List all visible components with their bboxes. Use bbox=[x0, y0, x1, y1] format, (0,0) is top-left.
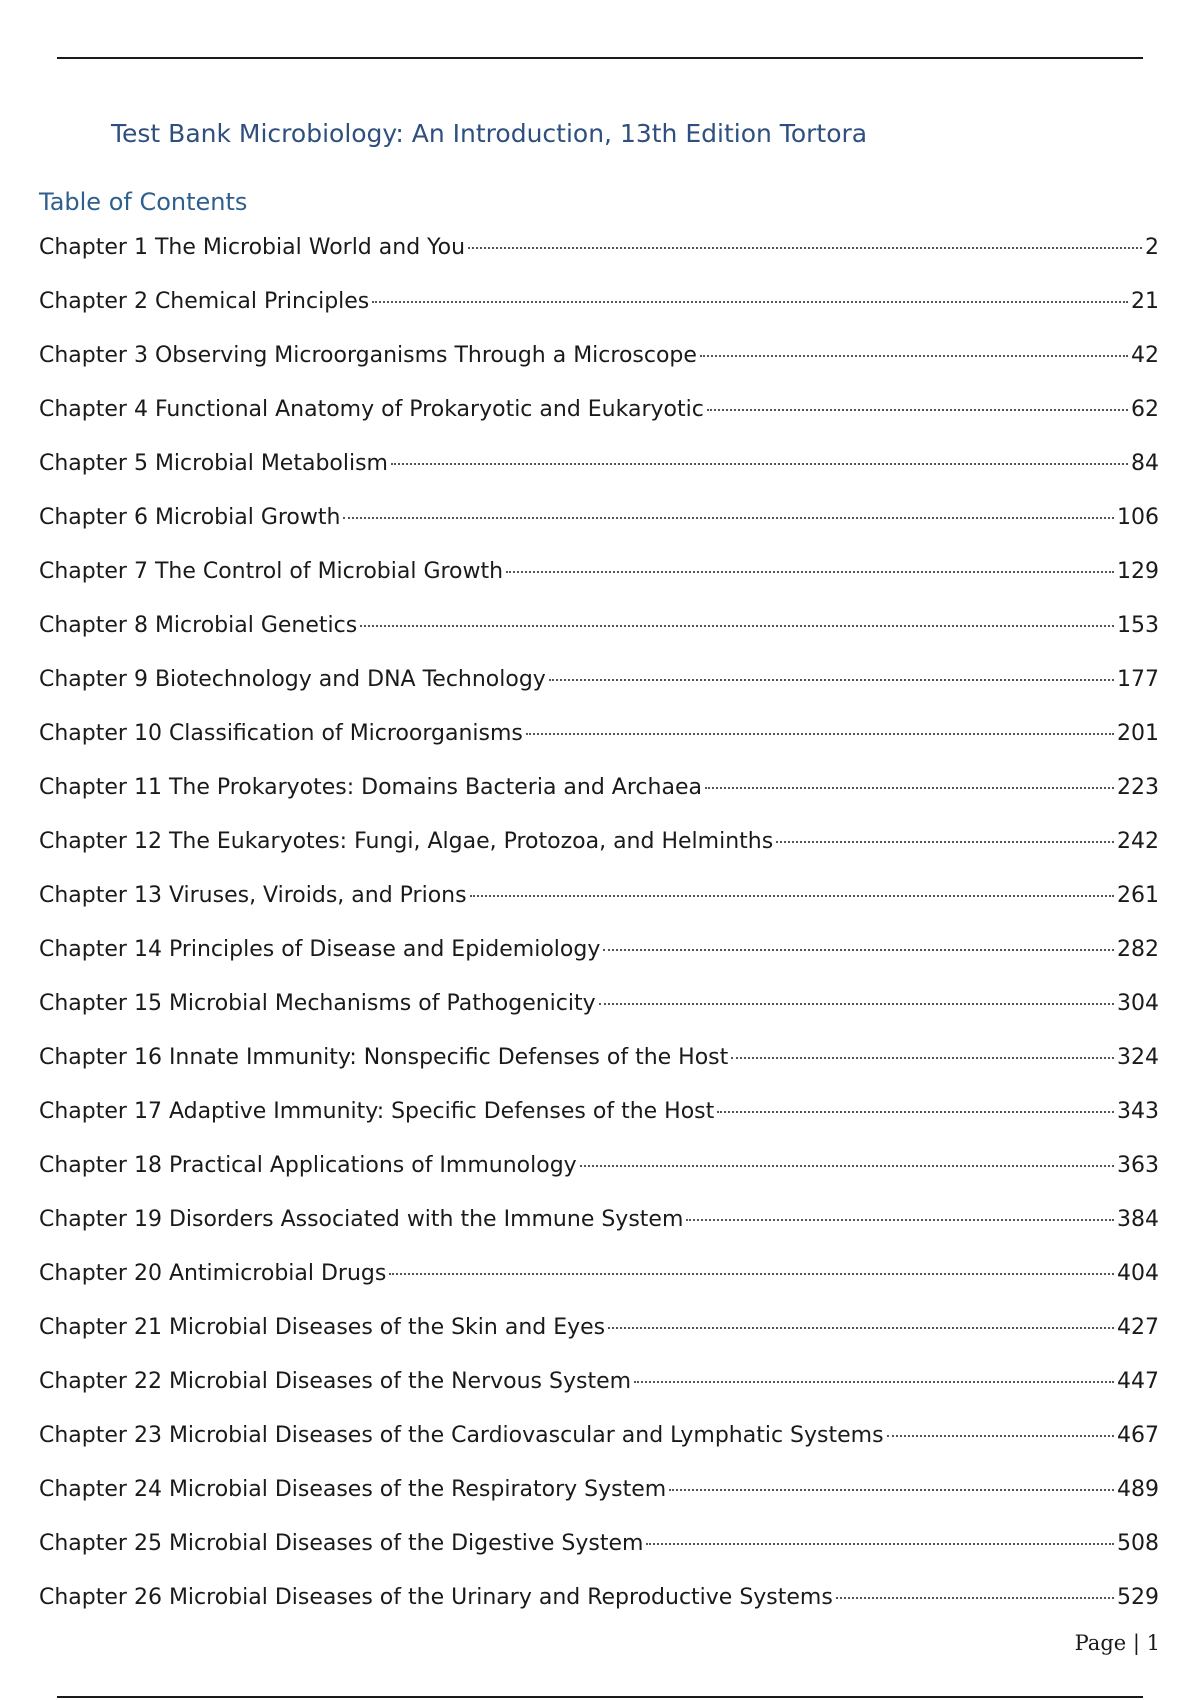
toc-entry[interactable] bbox=[39, 1524, 1159, 1578]
toc-entry-page-number: 42 bbox=[1131, 343, 1159, 368]
toc-entry-label: Chapter 1 The Microbial World and You bbox=[39, 235, 466, 260]
toc-entry-page-number: 384 bbox=[1117, 1207, 1159, 1232]
toc-entry-page-number: 223 bbox=[1117, 775, 1159, 800]
toc-entry[interactable] bbox=[39, 1416, 1159, 1470]
toc-entry[interactable] bbox=[39, 336, 1159, 390]
toc-entry-page-number: 363 bbox=[1117, 1153, 1159, 1178]
toc-entry[interactable] bbox=[39, 1308, 1159, 1362]
dot-leader bbox=[360, 625, 1114, 627]
dot-leader bbox=[389, 1273, 1114, 1275]
toc-entry-label: Chapter 7 The Control of Microbial Growth bbox=[39, 559, 504, 584]
toc-entry[interactable] bbox=[39, 768, 1159, 822]
toc-entry-label: Chapter 3 Observing Microorganisms Through a Microscope bbox=[39, 343, 697, 368]
toc-entry-label: Chapter 25 Microbial Diseases of the Digestive System bbox=[39, 1531, 644, 1556]
toc-entry-page-number: 129 bbox=[1117, 559, 1159, 584]
toc-entry-page-number: 153 bbox=[1117, 613, 1159, 638]
toc-entry[interactable] bbox=[39, 228, 1159, 282]
toc-entry-page-number: 529 bbox=[1117, 1585, 1159, 1610]
toc-entry-label: Chapter 18 Practical Applications of Immunology bbox=[39, 1153, 577, 1178]
toc-entry-page-number: 282 bbox=[1117, 937, 1159, 962]
dot-leader bbox=[707, 409, 1128, 411]
toc-entry[interactable] bbox=[39, 1038, 1159, 1092]
toc-entry-page-number: 201 bbox=[1117, 721, 1159, 746]
toc-entry-page-number: 324 bbox=[1117, 1045, 1159, 1070]
dot-leader bbox=[391, 463, 1128, 465]
toc-entry[interactable] bbox=[39, 1578, 1159, 1632]
toc-entry[interactable] bbox=[39, 390, 1159, 444]
dot-leader bbox=[700, 355, 1128, 357]
toc-entry[interactable] bbox=[39, 876, 1159, 930]
dot-leader bbox=[634, 1381, 1114, 1383]
toc-entry-page-number: 106 bbox=[1117, 505, 1159, 530]
toc-entry-label: Chapter 15 Microbial Mechanisms of Pathogenicity bbox=[39, 991, 596, 1016]
page-number: Page | 1 bbox=[1074, 1631, 1160, 1655]
toc-entry-label: Chapter 19 Disorders Associated with the Immune System bbox=[39, 1207, 684, 1232]
toc-entry[interactable] bbox=[39, 1146, 1159, 1200]
dot-leader bbox=[608, 1327, 1114, 1329]
toc-entry[interactable] bbox=[39, 1362, 1159, 1416]
toc-entry-label: Chapter 5 Microbial Metabolism bbox=[39, 451, 388, 476]
dot-leader bbox=[836, 1597, 1114, 1599]
toc-entry-page-number: 177 bbox=[1117, 667, 1159, 692]
toc-entry[interactable] bbox=[39, 282, 1159, 336]
toc-entry-label: Chapter 8 Microbial Genetics bbox=[39, 613, 358, 638]
dot-leader bbox=[646, 1543, 1114, 1545]
toc-entry-page-number: 427 bbox=[1117, 1315, 1159, 1340]
toc-entry[interactable] bbox=[39, 1092, 1159, 1146]
dot-leader bbox=[468, 247, 1142, 249]
toc-entry-label: Chapter 20 Antimicrobial Drugs bbox=[39, 1261, 387, 1286]
footer-rule bbox=[57, 1696, 1143, 1698]
dot-leader bbox=[343, 517, 1114, 519]
dot-leader bbox=[686, 1219, 1114, 1221]
toc-entry[interactable] bbox=[39, 660, 1159, 714]
toc-entry-page-number: 508 bbox=[1117, 1531, 1159, 1556]
dot-leader bbox=[717, 1111, 1114, 1113]
toc-entry-page-number: 2 bbox=[1145, 235, 1159, 260]
toc-entry[interactable] bbox=[39, 498, 1159, 552]
dot-leader bbox=[705, 787, 1114, 789]
toc-entry-label: Chapter 16 Innate Immunity: Nonspecific Defenses of the Host bbox=[39, 1045, 729, 1070]
toc-entry-page-number: 467 bbox=[1117, 1423, 1159, 1448]
toc-entry[interactable] bbox=[39, 930, 1159, 984]
toc-entry-label: Chapter 12 The Eukaryotes: Fungi, Algae, Protozoa, and Helminths bbox=[39, 829, 774, 854]
dot-leader bbox=[549, 679, 1114, 681]
toc-entry[interactable] bbox=[39, 552, 1159, 606]
dot-leader bbox=[603, 949, 1114, 951]
toc-entry[interactable] bbox=[39, 606, 1159, 660]
toc-entry-label: Chapter 10 Classification of Microorganisms bbox=[39, 721, 523, 746]
toc-entry-page-number: 242 bbox=[1117, 829, 1159, 854]
toc-entry-page-number: 84 bbox=[1131, 451, 1159, 476]
toc-entry-label: Chapter 11 The Prokaryotes: Domains Bacteria and Archaea bbox=[39, 775, 702, 800]
document-title: Test Bank Microbiology: An Introduction, 13th Edition Tortora bbox=[111, 119, 868, 148]
dot-leader bbox=[506, 571, 1114, 573]
toc-entry-label: Chapter 17 Adaptive Immunity: Specific Defenses of the Host bbox=[39, 1099, 715, 1124]
toc-entry-label: Chapter 13 Viruses, Viroids, and Prions bbox=[39, 883, 467, 908]
toc-entry[interactable] bbox=[39, 1470, 1159, 1524]
dot-leader bbox=[580, 1165, 1114, 1167]
toc-entry-label: Chapter 9 Biotechnology and DNA Technology bbox=[39, 667, 546, 692]
dot-leader bbox=[599, 1003, 1114, 1005]
toc-heading: Table of Contents bbox=[39, 188, 248, 216]
toc-entry-page-number: 404 bbox=[1117, 1261, 1159, 1286]
toc-entry[interactable] bbox=[39, 444, 1159, 498]
dot-leader bbox=[470, 895, 1114, 897]
dot-leader bbox=[669, 1489, 1114, 1491]
dot-leader bbox=[731, 1057, 1114, 1059]
toc-entry-label: Chapter 24 Microbial Diseases of the Respiratory System bbox=[39, 1477, 667, 1502]
toc-entry[interactable] bbox=[39, 1254, 1159, 1308]
toc-entry[interactable] bbox=[39, 1200, 1159, 1254]
dot-leader bbox=[526, 733, 1114, 735]
toc-entry-page-number: 304 bbox=[1117, 991, 1159, 1016]
toc-entry[interactable] bbox=[39, 984, 1159, 1038]
toc-entry-page-number: 21 bbox=[1131, 289, 1159, 314]
dot-leader bbox=[887, 1435, 1114, 1437]
header-rule bbox=[57, 57, 1143, 59]
toc-entry-page-number: 447 bbox=[1117, 1369, 1159, 1394]
dot-leader bbox=[372, 301, 1128, 303]
toc-entry[interactable] bbox=[39, 714, 1159, 768]
toc-entry-label: Chapter 14 Principles of Disease and Epidemiology bbox=[39, 937, 601, 962]
toc-entry-label: Chapter 4 Functional Anatomy of Prokaryotic and Eukaryotic bbox=[39, 397, 704, 422]
toc-entry-label: Chapter 2 Chemical Principles bbox=[39, 289, 370, 314]
toc-entry-page-number: 489 bbox=[1117, 1477, 1159, 1502]
toc-entry[interactable] bbox=[39, 822, 1159, 876]
toc-entry-page-number: 261 bbox=[1117, 883, 1159, 908]
toc-entry-page-number: 62 bbox=[1131, 397, 1159, 422]
toc-entry-label: Chapter 23 Microbial Diseases of the Cardiovascular and Lymphatic Systems bbox=[39, 1423, 884, 1448]
toc-entry-label: Chapter 26 Microbial Diseases of the Urinary and Reproductive Systems bbox=[39, 1585, 833, 1610]
toc-entry-label: Chapter 22 Microbial Diseases of the Nervous System bbox=[39, 1369, 632, 1394]
dot-leader bbox=[776, 841, 1114, 843]
toc-entry-label: Chapter 6 Microbial Growth bbox=[39, 505, 341, 530]
table-of-contents bbox=[39, 228, 1159, 1632]
toc-entry-page-number: 343 bbox=[1117, 1099, 1159, 1124]
toc-entry-label: Chapter 21 Microbial Diseases of the Skin and Eyes bbox=[39, 1315, 606, 1340]
